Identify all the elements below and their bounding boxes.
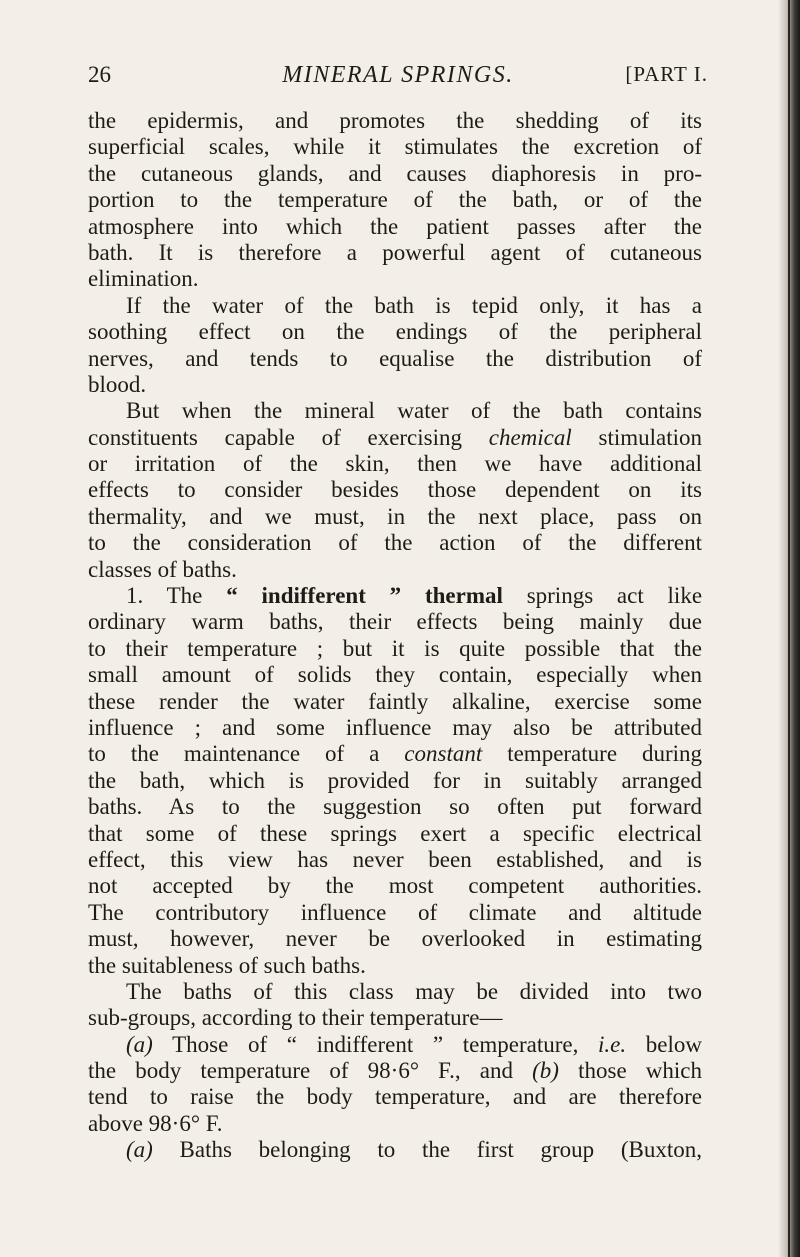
text-line: If the water of the bath is tepid only, it has a [126,292,702,318]
text-line: small amount of solids they contain, especially when [88,662,702,688]
text-span: those which [578,1058,703,1084]
text-span: the body temperature of 98·6° F., and [88,1058,513,1084]
text-line: the epidermis, and promotes the shedding of its [88,108,702,133]
text-line: portion to the temperature of the bath, or of the [88,187,702,213]
text-span: Those of “ indifferent ” temperature, [172,1031,579,1057]
text-span: below [645,1031,702,1057]
italic-text: i.e. [598,1031,627,1057]
text-line: thermality, and we must, in the next place, pass on [88,503,702,529]
page-header [88,62,708,94]
text-line: that some of these springs exert a specific electrical [88,820,702,846]
text-line [88,1137,702,1163]
text-span: to the maintenance of a [88,741,380,767]
list-marker: (b) [532,1058,559,1084]
text-line: the cutaneous glands, and causes diaphoresis in pro- [88,160,702,186]
list-marker: (a) [126,1031,153,1057]
text-line: The contributory influence of climate and altitude [88,899,702,925]
text-line: sub-groups, according to their temperature— [88,1005,503,1031]
text-line: effects to consider besides those dependent on its [88,477,702,503]
text-line: The baths of this class may be divided into two [126,978,702,1004]
text-line: above 98·6° F. [88,1110,223,1136]
text-line: blood. [88,371,147,397]
text-line [88,583,702,609]
page-number: 26 [88,62,111,87]
running-title: MINERAL SPRINGS. [282,62,514,88]
text-span: Baths belonging to the first group (Buxton, [179,1137,703,1163]
text-span: constituents capable of exercising [88,424,462,450]
body-text [88,108,702,1164]
text-line: superficial scales, while it stimulates the excretion of [88,134,702,160]
text-span: temperature during [507,741,703,767]
text-line: baths. As to the suggestion so often put forward [88,794,702,820]
text-span: springs act like [526,583,703,609]
text-line: not accepted by the most competent authorities. [88,873,702,899]
text-line: classes of baths. [88,556,237,582]
text-span: 1. The [126,583,203,609]
text-line: elimination. [88,266,199,292]
italic-text: constant [404,741,483,767]
text-line: the bath, which is provided for in suitably arranged [88,767,702,793]
text-line: ordinary warm baths, their effects being mainly due [88,609,702,635]
text-line: tend to raise the body temperature, and are therefore [88,1084,702,1110]
list-marker: (a) [126,1137,153,1163]
text-line: But when the mineral water of the bath contains [126,398,702,424]
text-line: soothing effect on the endings of the peripheral [88,319,702,345]
text-line: bath. It is therefore a powerful agent of cutaneous [88,239,702,265]
text-line: to their temperature ; but it is quite possible that the [88,635,702,661]
text-line: effect, this view has never been established, and is [88,846,702,872]
text-span: stimulation [598,424,703,450]
part-label: [PART I. [625,62,708,86]
text-line [88,1058,702,1084]
page-edge-line [788,0,790,1257]
bold-text: “ indifferent ” thermal [226,583,503,609]
text-line [88,741,702,767]
text-line: must, however, never be overlooked in estimating [88,926,702,952]
text-line: nerves, and tends to equalise the distribution of [88,345,702,371]
text-line [88,425,702,451]
italic-text: chemical [488,424,572,450]
text-line [88,1032,702,1058]
text-line: the suitableness of such baths. [88,952,366,978]
text-line: or irritation of the skin, then we have additional [88,451,702,477]
text-line: atmosphere into which the patient passes after the [88,213,702,239]
text-line: to the consideration of the action of the different [88,530,702,556]
text-line: influence ; and some influence may also be attributed [88,714,702,740]
text-line: these render the water faintly alkaline, exercise some [88,688,702,714]
